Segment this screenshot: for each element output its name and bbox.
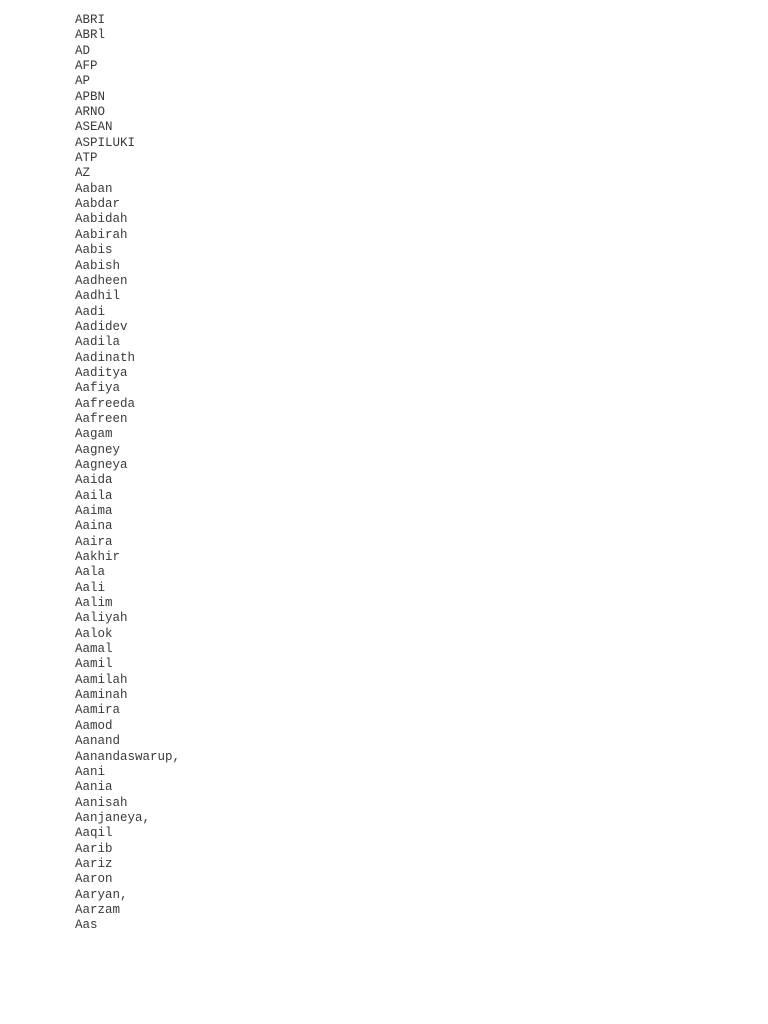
list-item: ARNO xyxy=(75,105,106,120)
list-item: Aamod xyxy=(75,718,113,733)
list-item: Aamilah xyxy=(75,672,128,687)
list-item: Aaida xyxy=(75,473,113,488)
list-item: Aali xyxy=(75,580,106,595)
list-item: Aanisah xyxy=(75,795,128,810)
list-item: AFP xyxy=(75,59,98,74)
list-item: Aabish xyxy=(75,258,121,273)
list-item: Aabdar xyxy=(75,197,121,212)
list-item: Aaila xyxy=(75,488,113,503)
list-item: Aagam xyxy=(75,427,113,442)
list-item: APBN xyxy=(75,89,106,104)
list-item: Aaqil xyxy=(75,826,113,841)
list-item: Aaima xyxy=(75,504,113,518)
list-item: Aalim xyxy=(75,596,113,611)
list-item: Aaryan, xyxy=(75,887,128,902)
list-item: Aariz xyxy=(75,856,113,871)
list-item: Aafreen xyxy=(75,411,128,426)
list-item: Aabidah xyxy=(75,212,128,227)
list-item: Aaira xyxy=(75,534,113,549)
list-item: Aabirah xyxy=(75,227,128,242)
list-item: Aas xyxy=(75,918,98,933)
list-item: Aanjaneya, xyxy=(75,810,151,825)
list-item: AZ xyxy=(75,166,91,181)
list-item: ABRl xyxy=(75,28,106,43)
list-item: Aamira xyxy=(75,703,121,718)
list-item: AD xyxy=(75,43,91,58)
list-item: ASPILUKI xyxy=(75,135,136,150)
list-item: Aaron xyxy=(75,872,113,887)
list-item: Aadi xyxy=(75,304,106,319)
list-item: Aaminah xyxy=(75,688,128,703)
list-item: Aaina xyxy=(75,519,113,534)
list-item: Aagneya xyxy=(75,457,128,472)
list-item: Aani xyxy=(75,764,106,779)
list-item: ASEAN xyxy=(75,120,113,135)
list-item: Aamil xyxy=(75,657,113,672)
list-item: Aakhir xyxy=(75,550,121,565)
list-item: Aagney xyxy=(75,442,121,457)
list-item: Aaliyah xyxy=(75,611,128,626)
list-item: Aaban xyxy=(75,181,113,196)
list-item: AP xyxy=(75,74,91,89)
list-item: Aarib xyxy=(75,841,113,856)
list-item: Aania xyxy=(75,780,113,795)
list-item: Aadheen xyxy=(75,273,128,288)
list-item: Aanandaswarup, xyxy=(75,749,181,764)
list-item: ABRI xyxy=(75,13,106,27)
list-item: Aadinath xyxy=(75,350,136,365)
list-item: Aamal xyxy=(75,642,113,657)
list-item: Aala xyxy=(75,565,106,580)
list-item: ATP xyxy=(75,151,98,166)
list-item: Aafiya xyxy=(75,381,121,396)
list-item: Aanand xyxy=(75,734,121,749)
word-list xyxy=(75,13,180,934)
list-item: Aarzam xyxy=(75,902,121,917)
list-item: Aalok xyxy=(75,626,113,641)
list-item: Aadila xyxy=(75,335,121,350)
list-item: Aaditya xyxy=(75,365,128,380)
list-item: Aadidev xyxy=(75,319,128,334)
list-item: Aabis xyxy=(75,243,113,258)
list-item: Aadhil xyxy=(75,289,121,304)
list-item: Aafreeda xyxy=(75,396,136,411)
